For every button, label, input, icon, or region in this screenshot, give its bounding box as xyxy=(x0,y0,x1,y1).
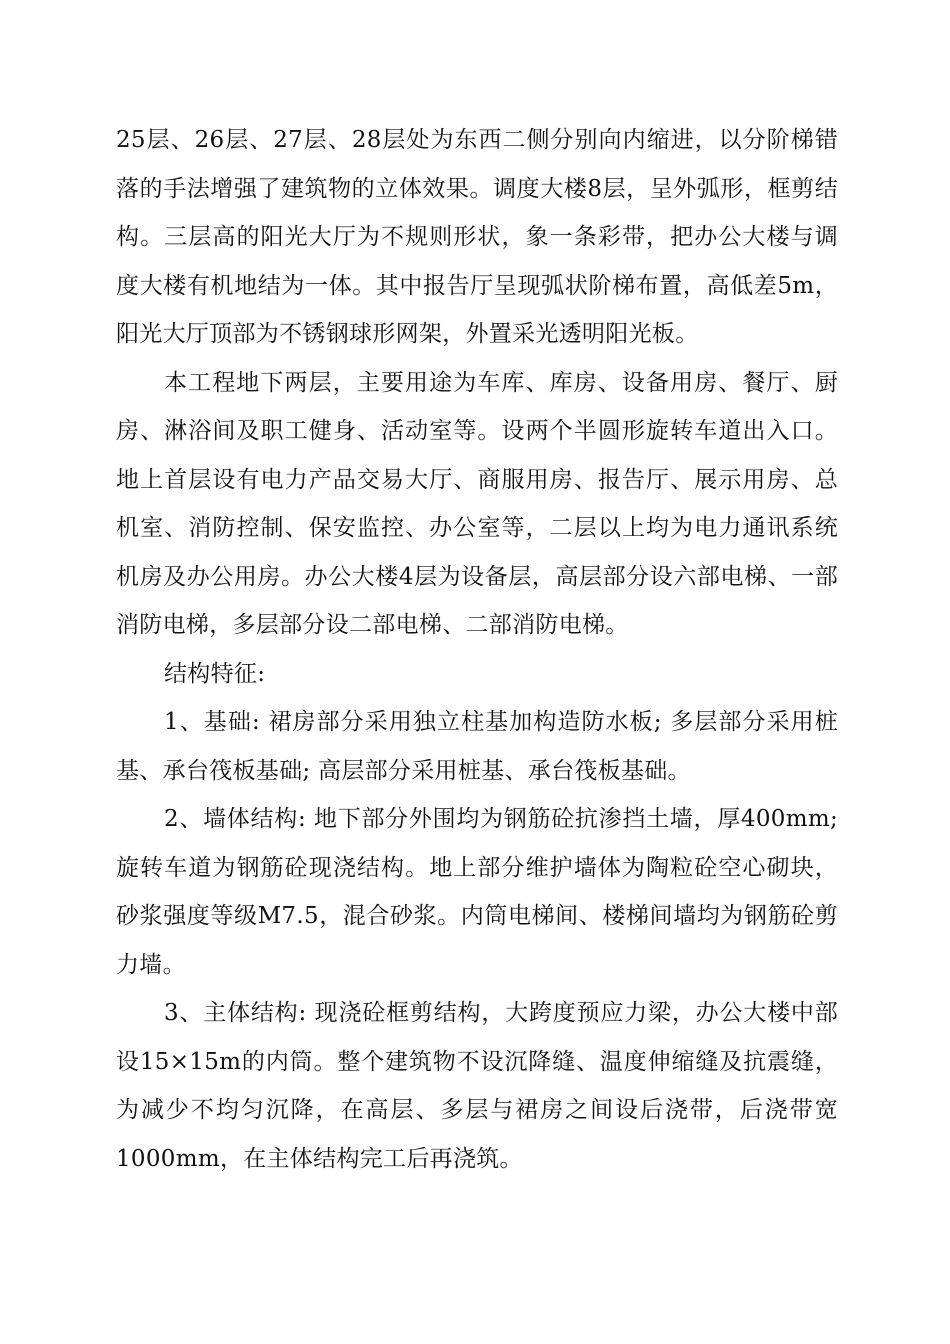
paragraph-main-structure: 3、主体结构: 现浇砼框剪结构，大跨度预应力梁，办公大楼中部设15×15m的内筒。整个建筑物不设沉降缝、温度伸缩缝及抗震缝，为减少不均匀沉降，在高层、多层与裙房之间设后浇带，后浇带宽1000mm，在主体结构完工后再浇筑。 xyxy=(116,1000,838,1172)
paragraph-wall-structure: 2、墙体结构: 地下部分外围均为钢筋砼抗渗挡土墙，厚400mm; 旋转车道为钢筋砼现浇结构。地上部分维护墙体为陶粒砼空心砌块，砂浆强度等级M7.5，混合砂浆。内筒电梯间、楼梯间墙均为钢筋砼剪力墙。 xyxy=(116,806,838,978)
paragraph-building-functions: 本工程地下两层，主要用途为车库、库房、设备用房、餐厅、厨房、淋浴间及职工健身、活动室等。设两个半圆形旋转车道出入口。地上首层设有电力产品交易大厅、商服用房、报告厅、展示用房、总机室、消防控制、保安监控、办公室等，二层以上均为电力通讯系统机房及办公用房。办公大楼4层为设备层，高层部分设六部电梯、一部消防电梯，多层部分设二部电梯、二部消防电梯。 xyxy=(116,369,838,638)
paragraph-foundation: 1、基础: 裙房部分采用独立柱基加构造防水板; 多层部分采用桩基、承台筏板基础; 高层部分采用桩基、承台筏板基础。 xyxy=(116,709,838,784)
paragraph-building-setbacks: 25层、26层、27层、28层处为东西二侧分别向内缩进，以分阶梯错落的手法增强了建筑物的立体效果。调度大楼8层，呈外弧形，框剪结构。三层高的阳光大厅为不规则形状，象一条彩带，把办公大楼与调度大楼有机地结为一体。其中报告厅呈现弧状阶梯布置，高低差5m，阳光大厅顶部为不锈钢球形网架，外置采光透明阳光板。 xyxy=(116,127,838,347)
document-body xyxy=(116,116,838,1183)
heading-structural-features: 结构特征: xyxy=(164,660,266,687)
